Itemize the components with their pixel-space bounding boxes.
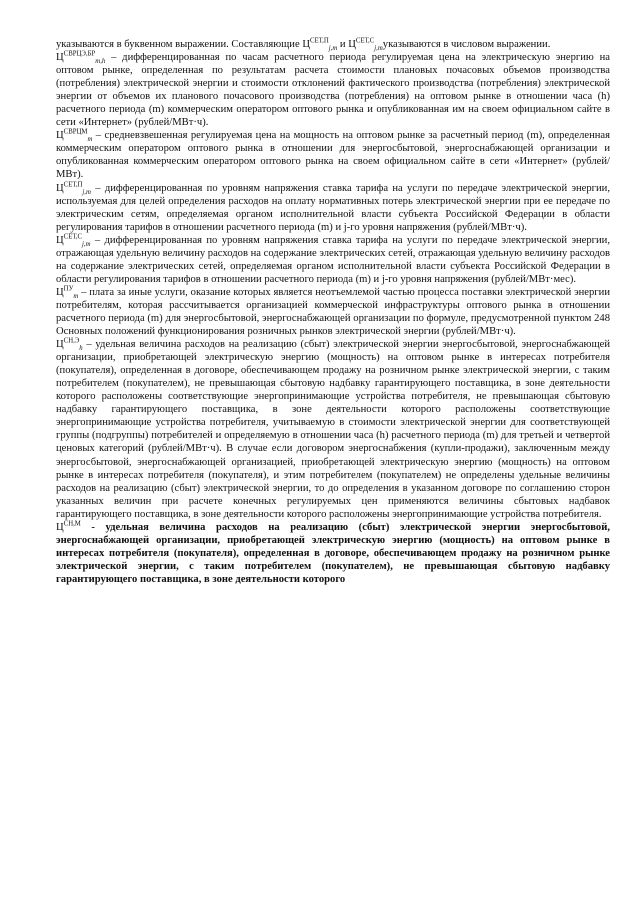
definition-text: – удельная величина расходов на реализацию (сбыт) электрической энергии энергосбытовой, энергоснабжающей организации, приобретающей электрическую энергию (мощность) на оптовом рынке в интересах потребителя (покупателя), определенная в договоре, обеспечивающем продажу на розничном рынке электрической энергии, с таким потребителем (покупателем), не превышающая сбытовую надбавку гарантирующего поставщика, в зоне деятельности которого расположены соответствующие энергопринимающие устройства потребителя, не превышающая сбытовую надбавку гарантирующего поставщика, в зоне деятельности которого расположены соответствующие энергопринимающие устройства потребителя, учитываемую в стоимости электрической энергии для соответствующей группы (подгруппы) потребителей и определяемую в отношении часа (h) расчетного периода (m) для третьей и четвертой ценовых категорий (рублей/МВт·ч). В случае если договором энергоснабжения (купли-продажи), заключенным между энергосбытовой, энергоснабжающей организацией, приобретающей электрическую энергию (мощность) на оптовом рынке в интересах потребителя (покупателя), и этим потребителем (покупателем) не определены удельные величины расходов на реализацию (сбыт) электрической энергии, то до определения в указанном договоре по соглашению сторон указанных величин при расчете конечных регулируемых цен применяются величины сбытовых надбавок гарантирующего поставщика, в зоне деятельности которого расположены энергопринимающие устройства потребителя. xyxy=(56,339,610,520)
definition-0 xyxy=(56,51,610,129)
definition-symbol: $Ц^{СЕТ,П}_{j,m}$ xyxy=(56,180,91,196)
definition-2 xyxy=(56,182,610,234)
definition-4 xyxy=(56,286,610,338)
definition-1 xyxy=(56,129,610,181)
intro-text-1: указываются в буквенном выражении. Составляющие xyxy=(56,39,303,50)
intro-text-2: и xyxy=(337,39,349,50)
symbol-ts-set-s: $Ц^{СЕТ,С}_{j,m}$ xyxy=(348,37,383,53)
definition-symbol: $Ц^{СВРЦМ}_m$ xyxy=(56,128,93,144)
definition-5 xyxy=(56,338,610,521)
intro-paragraph xyxy=(56,38,610,51)
definition-3 xyxy=(56,234,610,286)
definition-text: – средневзвешенная регулируемая цена на мощность на оптовом рынке за расчетный период (m), определенная коммерческим оператором оптового рынка в отношении для энергосбытовой, энергоснабжающей организации и опубликованная коммерческим оператором оптового рынка на своем официальном сайте в сети «Интернет» (рублей/МВт). xyxy=(56,130,610,181)
symbol-ts-set-p: $Ц^{СЕТ,П}_{j,m}$ xyxy=(302,37,338,53)
definition-symbol: $Ц^{СЕТ,С}_{j,m}$ xyxy=(56,233,91,248)
definition-text: – плата за иные услуги, оказание которых является неотъемлемой частью процесса поставки электрической энергии потребителям, которая рассчитывается организацией коммерческой инфраструктуры оптового рынка в отношении расчетного периода (m) для энергосбытовой, энергоснабжающей организации по формуле, предусмотренной пунктом 248 Основных положений функционирования розничных рынков электрической энергии (рублей/МВт·ч). xyxy=(56,286,610,338)
definition-symbol: $Ц^{СВРЦЭ,БР}_{m,h}$ xyxy=(56,50,106,66)
definition-text: – дифференцированная по уровням напряжения ставка тарифа на услуги по передаче электрической энергии, отражающая удельную величину расходов на содержание электрических сетей, отражающая удельную величину расходов на содержание электрических сетей, определяемая органом исполнительной власти субъекта Российской Федерации в области регулирования тарифов в отношении расчетного периода (m) и j-го уровня напряжения (рублей/МВт·мес). xyxy=(56,234,611,285)
definition-6 xyxy=(56,521,610,586)
definition-text: – дифференцированная по часам расчетного периода регулируемая цена на электрическую энергию на оптовом рынке, определенная по результатам расчета стоимости плановых почасовых объемов производства (потребления) электрической энергии и стоимости отклонений фактического производства (потребления) электрической энергии от объемов их планового почасового производства (потребления) на оптовом рынке в отношении часа (h) расчетного периода (m) коммерческим оператором оптового рынка и опубликованная им на своем официальном сайте в сети «Интернет» (рублей/МВт·ч). xyxy=(56,52,610,129)
document-page xyxy=(56,38,610,586)
definition-text: - удельная величина расходов на реализацию (сбыт) электрической энергии энергосбытовой, энергоснабжающей организации, приобретающей электрическую энергию (мощность) на оптовом рынке в интересах потребителя (покупателя), определенная в договоре, обеспечивающем продажу на розничном рынке электрической энергии, с таким потребителем (покупателем), не превышающая сбытовую надбавку гарантирующего поставщика, в зоне деятельности которого xyxy=(56,521,610,585)
definition-symbol: $Ц^{СН,Э}_h$ xyxy=(56,337,83,353)
definition-symbol: $Ц^{ПУ}_m$ xyxy=(56,285,79,300)
definition-symbol: $Ц^{СН,М}$ xyxy=(56,520,81,533)
definition-text: – дифференцированная по уровням напряжения ставка тарифа на услуги по передаче электрической энергии, используемая для целей определения расходов на оплату нормативных потерь электрической энергии при ее передаче по электрическим сетям, определяемая органом исполнительной власти субъекта Российской Федерации в области регулирования тарифов в отношении расчетного периода (m) и j-го уровня напряжения (рублей/МВт·ч). xyxy=(56,182,610,233)
intro-text-3: указываются в числовом выражении. xyxy=(382,39,551,50)
